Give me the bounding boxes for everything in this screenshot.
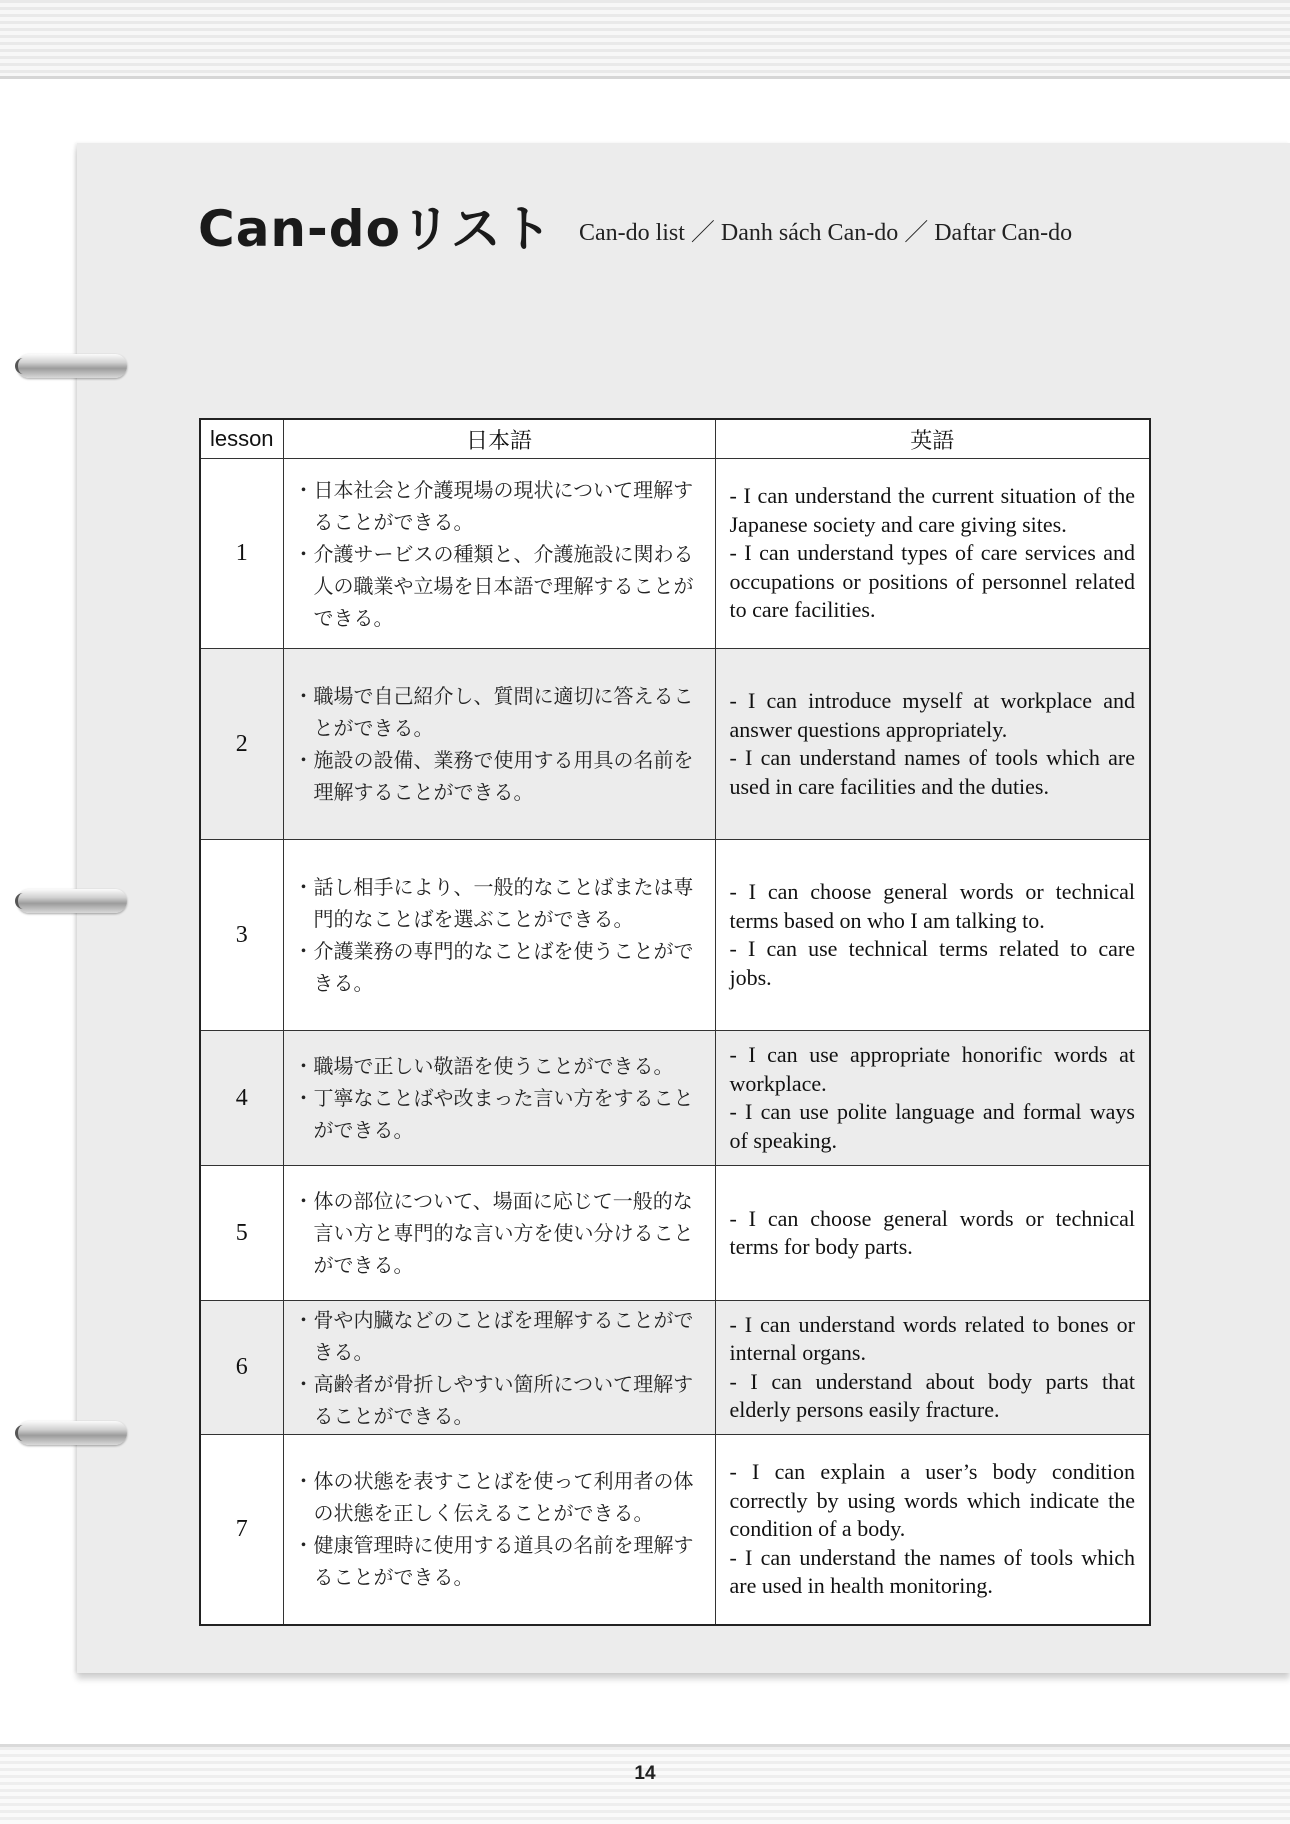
lesson-number: 4 bbox=[200, 1031, 283, 1166]
binder-ring-top bbox=[17, 354, 127, 378]
english-item: - I can use polite language and formal ways of speaking. bbox=[729, 1099, 1135, 1153]
japanese-item: ・ 職場で正しい敬語を使うことができる。 bbox=[298, 1050, 703, 1082]
english-item: - I can understand the current situation of the Japanese society and care giving sites. bbox=[729, 483, 1135, 537]
english-cell bbox=[715, 649, 1150, 840]
top-stripe-band bbox=[0, 0, 1290, 79]
page-number: 14 bbox=[634, 1763, 656, 1784]
table-row bbox=[200, 649, 1150, 840]
japanese-item: ・ 介護サービスの種類と、介護施設に関わる人の職業や立場を日本語で理解することができる。 bbox=[298, 538, 703, 634]
japanese-item: ・ 日本社会と介護現場の現状について理解することができる。 bbox=[298, 474, 703, 538]
japanese-cell bbox=[283, 1166, 715, 1301]
japanese-item: ・ 健康管理時に使用する道具の名前を理解することができる。 bbox=[298, 1529, 703, 1593]
lesson-number: 3 bbox=[200, 840, 283, 1031]
japanese-item: ・ 職場で自己紹介し、質問に適切に答えることができる。 bbox=[298, 680, 703, 744]
english-item: - I can use technical terms related to care jobs. bbox=[729, 936, 1135, 990]
english-item: - I can understand about body parts that elderly persons easily fracture. bbox=[729, 1368, 1135, 1422]
english-cell bbox=[715, 840, 1150, 1031]
can-do-table bbox=[199, 418, 1151, 1626]
japanese-item: ・ 話し相手により、一般的なことばまたは専門的なことばを選ぶことができる。 bbox=[298, 871, 703, 935]
english-cell bbox=[715, 1166, 1150, 1301]
english-cell bbox=[715, 459, 1150, 649]
title-area bbox=[198, 190, 1072, 260]
japanese-cell bbox=[283, 1301, 715, 1435]
english-item: - I can explain a user’s body condition correctly by using words which indicate the condition of a body. bbox=[729, 1459, 1135, 1541]
japanese-item: ・ 体の部位について、場面に応じて一般的な言い方と専門的な言い方を使い分けることができる。 bbox=[298, 1185, 703, 1281]
lesson-number: 7 bbox=[200, 1435, 283, 1625]
lesson-number: 6 bbox=[200, 1301, 283, 1435]
english-item: - I can introduce myself at workplace and answer questions appropriately. bbox=[729, 688, 1135, 742]
page-subtitle: Can-do list ／ Danh sách Can-do ／ Daftar Can-do bbox=[578, 219, 1073, 246]
page-title: Can-doリスト bbox=[198, 200, 553, 258]
english-cell bbox=[715, 1435, 1150, 1625]
japanese-item: ・ 介護業務の専門的なことばを使うことができる。 bbox=[298, 935, 703, 999]
japanese-cell bbox=[283, 1031, 715, 1166]
table-header-row bbox=[200, 419, 1150, 459]
english-item: - I can choose general words or technical terms for body parts. bbox=[729, 1205, 1135, 1259]
japanese-cell bbox=[283, 1435, 715, 1625]
column-header-lesson: lesson bbox=[200, 419, 283, 459]
english-item: - I can understand the names of tools which are used in health monitoring. bbox=[729, 1544, 1135, 1598]
english-cell bbox=[715, 1031, 1150, 1166]
table-row bbox=[200, 1166, 1150, 1301]
japanese-item: ・ 体の状態を表すことばを使って利用者の体の状態を正しく伝えることができる。 bbox=[298, 1465, 703, 1529]
english-item: - I can understand words related to bones or internal organs. bbox=[729, 1311, 1135, 1365]
english-cell bbox=[715, 1301, 1150, 1435]
english-item: - I can choose general words or technical terms based on who I am talking to. bbox=[729, 879, 1135, 933]
binder-ring-middle bbox=[17, 889, 127, 913]
japanese-cell bbox=[283, 840, 715, 1031]
japanese-item: ・ 高齢者が骨折しやすい箇所について理解することができる。 bbox=[298, 1368, 703, 1432]
japanese-cell bbox=[283, 649, 715, 840]
lesson-number: 5 bbox=[200, 1166, 283, 1301]
lesson-number: 2 bbox=[200, 649, 283, 840]
japanese-item: ・ 丁寧なことばや改まった言い方をすることができる。 bbox=[298, 1082, 703, 1146]
lesson-number: 1 bbox=[200, 459, 283, 649]
english-item: - I can understand types of care services and occupations or positions of personnel related to care facilities. bbox=[729, 540, 1135, 623]
table-row bbox=[200, 840, 1150, 1031]
table-row bbox=[200, 459, 1150, 649]
japanese-item: ・ 施設の設備、業務で使用する用具の名前を理解することができる。 bbox=[298, 744, 703, 808]
table-row bbox=[200, 1301, 1150, 1435]
table-row bbox=[200, 1031, 1150, 1166]
english-item: - I can use appropriate honorific words at workplace. bbox=[729, 1042, 1135, 1096]
column-header-english: 英語 bbox=[715, 419, 1150, 459]
japanese-cell bbox=[283, 459, 715, 649]
column-header-japanese: 日本語 bbox=[283, 419, 715, 459]
table-row bbox=[200, 1435, 1150, 1625]
binder-ring-bottom bbox=[17, 1421, 127, 1445]
japanese-item: ・ 骨や内臓などのことばを理解することができる。 bbox=[298, 1304, 703, 1368]
english-item: - I can understand names of tools which are used in care facilities and the duties. bbox=[729, 745, 1135, 799]
